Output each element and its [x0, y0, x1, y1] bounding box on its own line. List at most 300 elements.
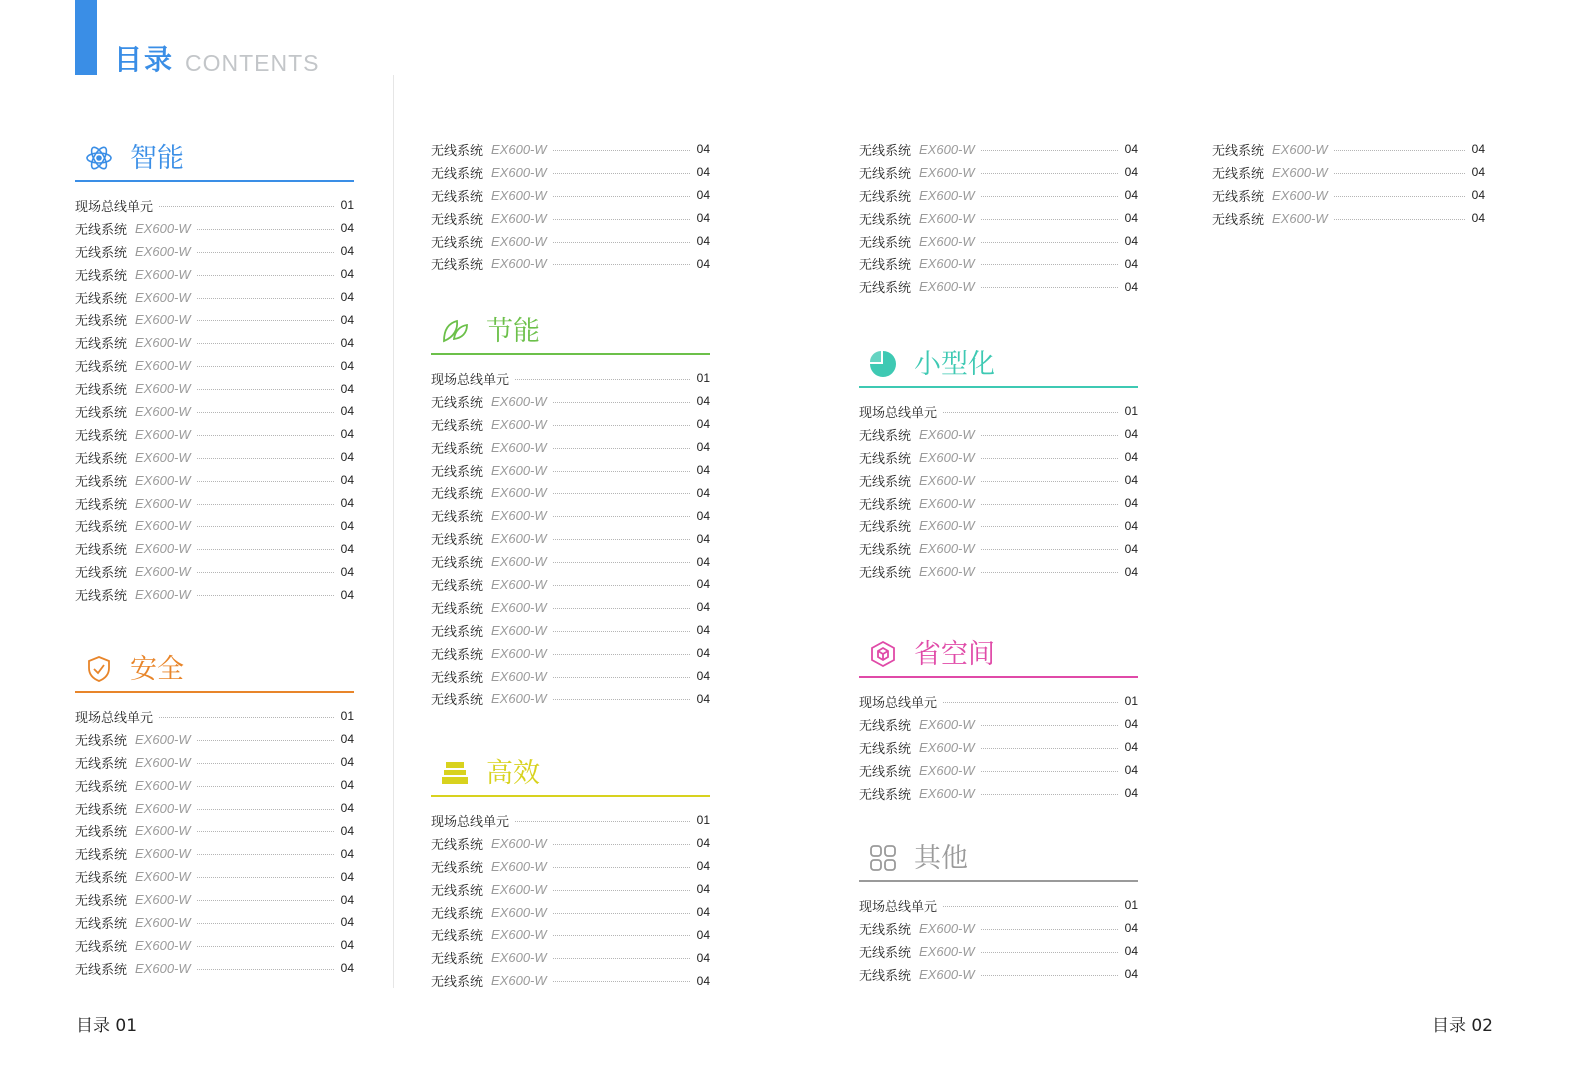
- dot-leader: [515, 379, 690, 380]
- toc-entry[interactable]: [859, 138, 1138, 161]
- entry-page-number: 01: [1124, 898, 1138, 913]
- entry-name: 无线系统: [431, 952, 484, 968]
- dot-leader: [197, 252, 334, 253]
- stack-icon: [441, 759, 469, 787]
- toc-entry[interactable]: [75, 446, 354, 469]
- toc-entry[interactable]: [75, 217, 354, 240]
- entry-name: 无线系统: [431, 441, 484, 457]
- entry-name: 无线系统: [431, 189, 484, 205]
- entry-page-number: 04: [696, 234, 710, 248]
- entry-name: 无线系统: [431, 143, 484, 159]
- entry-model: EX600-W: [135, 541, 191, 557]
- entry-page-number: 04: [696, 485, 710, 500]
- entry-page-number: 04: [1124, 450, 1138, 465]
- entry-page-number: 04: [340, 496, 354, 511]
- toc-entry[interactable]: [431, 504, 710, 527]
- toc-entry[interactable]: [75, 774, 354, 797]
- entry-page-number: 04: [1124, 142, 1138, 157]
- entry-model: EX600-W: [491, 904, 547, 920]
- toc-entry[interactable]: [75, 400, 354, 423]
- entry-page-number: 04: [1124, 211, 1138, 226]
- entry-page-number: 04: [1124, 518, 1138, 533]
- column-1: [75, 142, 354, 606]
- toc-entry[interactable]: [75, 194, 354, 217]
- entry-page-number: 04: [340, 961, 354, 976]
- toc-entry[interactable]: [431, 138, 710, 161]
- toc-entry[interactable]: [859, 184, 1138, 207]
- entry-name: 无线系统: [431, 601, 484, 617]
- toc-entry[interactable]: [431, 413, 710, 436]
- entry-page-number: 04: [1124, 427, 1138, 442]
- entry-name: 无线系统: [859, 741, 912, 757]
- dot-leader: [553, 242, 690, 243]
- entry-name: 无线系统: [859, 474, 912, 490]
- entry-list-anquan: [75, 705, 354, 980]
- dot-leader: [553, 631, 690, 632]
- dot-leader: [197, 389, 334, 390]
- column-2-top: [431, 138, 710, 275]
- entry-name: 无线系统: [859, 922, 912, 938]
- toc-entry[interactable]: [859, 514, 1138, 537]
- entry-name: 无线系统: [431, 418, 484, 434]
- toc-entry[interactable]: [75, 888, 354, 911]
- entry-page-number: 04: [696, 600, 710, 615]
- toc-entry[interactable]: [75, 308, 354, 331]
- toc-entry[interactable]: [859, 917, 1138, 940]
- dot-leader: [943, 702, 1118, 703]
- dot-leader: [1334, 150, 1465, 151]
- column-3-mid: [859, 348, 1138, 583]
- toc-entry[interactable]: [75, 240, 354, 263]
- toc-entry[interactable]: [1212, 161, 1485, 184]
- dot-leader: [197, 229, 334, 230]
- entry-name: 无线系统: [859, 212, 912, 228]
- dot-leader: [553, 913, 690, 914]
- entry-model: EX600-W: [491, 576, 547, 592]
- entry-page-number: 01: [696, 813, 710, 828]
- entry-page-number: 04: [696, 623, 710, 638]
- toc-entry[interactable]: [75, 728, 354, 751]
- toc-entry[interactable]: [431, 573, 710, 596]
- entry-list-gaoxiao: [431, 809, 710, 992]
- dot-leader: [553, 867, 690, 868]
- section-header-anquan: [75, 653, 354, 693]
- dot-leader: [981, 196, 1118, 197]
- entry-model: EX600-W: [919, 449, 975, 465]
- entry-model: EX600-W: [919, 716, 975, 732]
- entry-model: EX600-W: [491, 950, 547, 966]
- toc-entry[interactable]: [431, 390, 710, 413]
- entry-model: EX600-W: [491, 462, 547, 478]
- entry-model: EX600-W: [135, 243, 191, 259]
- dot-leader: [981, 173, 1118, 174]
- entry-model: EX600-W: [919, 495, 975, 511]
- entry-name: 无线系统: [859, 428, 912, 444]
- entry-name: 无线系统: [431, 212, 484, 228]
- dot-leader: [553, 585, 690, 586]
- toc-entry[interactable]: [859, 963, 1138, 986]
- entry-name: 现场总线单元: [859, 405, 938, 421]
- toc-entry[interactable]: [431, 161, 710, 184]
- entry-model: EX600-W: [135, 220, 191, 236]
- dot-leader: [197, 504, 334, 505]
- toc-entry[interactable]: [75, 865, 354, 888]
- entry-name: 无线系统: [859, 543, 912, 559]
- entry-page-number: 04: [1124, 763, 1138, 778]
- entry-name: 无线系统: [431, 464, 484, 480]
- entry-page-number: 04: [1124, 496, 1138, 510]
- entry-model: EX600-W: [919, 141, 975, 157]
- entry-page-number: 04: [1471, 142, 1485, 157]
- entry-name: 现场总线单元: [859, 695, 938, 711]
- toc-entry[interactable]: [431, 665, 710, 688]
- entry-page-number: 04: [1471, 211, 1485, 226]
- dot-leader: [553, 425, 690, 426]
- entry-model: EX600-W: [491, 508, 547, 524]
- entry-page-number: 04: [696, 142, 710, 157]
- entry-name: 无线系统: [431, 166, 484, 182]
- entry-name: 无线系统: [431, 487, 484, 503]
- dot-leader: [553, 150, 690, 151]
- dot-leader: [553, 699, 690, 700]
- entry-name: 无线系统: [431, 395, 484, 411]
- leaf-icon: [441, 317, 469, 345]
- page-title-en: CONTENTS: [185, 50, 320, 76]
- entry-model: EX600-W: [135, 495, 191, 511]
- entry-name: 无线系统: [75, 291, 128, 307]
- toc-entry[interactable]: [75, 469, 354, 492]
- toc-entry[interactable]: [431, 901, 710, 924]
- toc-entry[interactable]: [431, 619, 710, 642]
- entry-name: 无线系统: [431, 235, 484, 251]
- toc-entry[interactable]: [75, 934, 354, 957]
- dot-leader: [553, 448, 690, 449]
- toc-entry[interactable]: [75, 423, 354, 446]
- toc-entry[interactable]: [859, 736, 1138, 759]
- toc-entry[interactable]: [75, 797, 354, 820]
- toc-entry[interactable]: [75, 911, 354, 934]
- entry-name: 现场总线单元: [431, 372, 510, 388]
- dot-leader: [197, 481, 334, 482]
- entry-list-col3-top: [859, 138, 1138, 298]
- entry-name: 无线系统: [859, 945, 912, 961]
- toc-entry[interactable]: [75, 263, 354, 286]
- entry-name: 无线系统: [859, 166, 912, 182]
- entry-name: 无线系统: [75, 520, 128, 536]
- entry-name: 无线系统: [75, 871, 128, 887]
- toc-entry[interactable]: [1212, 207, 1485, 230]
- entry-model: EX600-W: [135, 426, 191, 442]
- toc-entry[interactable]: [431, 878, 710, 901]
- toc-entry[interactable]: [75, 492, 354, 515]
- entry-page-number: 04: [340, 755, 354, 770]
- dot-leader: [197, 877, 334, 878]
- entry-name: 无线系统: [431, 510, 484, 526]
- entry-model: EX600-W: [491, 927, 547, 943]
- dot-leader: [197, 275, 334, 276]
- toc-entry[interactable]: [75, 705, 354, 728]
- toc-entry[interactable]: [859, 690, 1138, 713]
- entry-name: 现场总线单元: [75, 199, 154, 215]
- toc-entry[interactable]: [75, 751, 354, 774]
- entry-name: 无线系统: [75, 360, 128, 376]
- dot-leader: [981, 748, 1118, 749]
- entry-name: 无线系统: [75, 848, 128, 864]
- entry-name: 无线系统: [431, 647, 484, 663]
- entry-name: 无线系统: [75, 428, 128, 444]
- toc-entry[interactable]: [859, 782, 1138, 805]
- toc-entry[interactable]: [75, 819, 354, 842]
- entry-list-qita: [859, 894, 1138, 986]
- entry-page-number: 04: [340, 335, 354, 350]
- toc-entry[interactable]: [431, 596, 710, 619]
- toc-entry[interactable]: [75, 354, 354, 377]
- section-title: 高效: [486, 758, 540, 789]
- dot-leader: [197, 595, 334, 596]
- entry-page-number: 04: [1124, 717, 1138, 732]
- toc-entry[interactable]: [431, 855, 710, 878]
- entry-model: EX600-W: [135, 869, 191, 885]
- entry-page-number: 04: [340, 892, 354, 907]
- entry-page-number: 04: [696, 950, 710, 965]
- toc-entry[interactable]: [75, 537, 354, 560]
- toc-entry[interactable]: [859, 161, 1138, 184]
- atom-icon: [85, 144, 113, 172]
- dot-leader: [197, 435, 334, 436]
- entry-model: EX600-W: [919, 210, 975, 226]
- entry-name: 无线系统: [859, 497, 912, 513]
- entry-page-number: 04: [696, 211, 710, 226]
- entry-page-number: 04: [340, 221, 354, 236]
- entry-model: EX600-W: [135, 266, 191, 282]
- toc-entry[interactable]: [75, 842, 354, 865]
- toc-entry[interactable]: [859, 759, 1138, 782]
- toc-entry[interactable]: [431, 527, 710, 550]
- entry-model: EX600-W: [919, 785, 975, 801]
- toc-entry[interactable]: [859, 894, 1138, 917]
- section-title: 节能: [486, 316, 540, 347]
- toc-entry[interactable]: [431, 923, 710, 946]
- toc-entry[interactable]: [859, 469, 1138, 492]
- entry-name: 无线系统: [75, 337, 128, 353]
- entry-name: 无线系统: [859, 566, 912, 582]
- dot-leader: [981, 219, 1118, 220]
- entry-model: EX600-W: [919, 920, 975, 936]
- entry-name: 无线系统: [75, 543, 128, 559]
- entry-page-number: 04: [340, 358, 354, 373]
- dot-leader: [1334, 219, 1465, 220]
- toc-entry[interactable]: [431, 969, 710, 992]
- entry-model: EX600-W: [135, 312, 191, 328]
- entry-name: 无线系统: [431, 624, 484, 640]
- entry-page-number: 04: [696, 188, 710, 203]
- toc-entry[interactable]: [431, 230, 710, 253]
- entry-model: EX600-W: [135, 800, 191, 816]
- toc-entry[interactable]: [431, 252, 710, 275]
- entry-page-number: 04: [1124, 967, 1138, 982]
- toc-entry[interactable]: [859, 446, 1138, 469]
- entry-name: 无线系统: [431, 693, 484, 709]
- entry-model: EX600-W: [1272, 187, 1328, 203]
- entry-model: EX600-W: [919, 256, 975, 272]
- entry-page-number: 04: [1124, 256, 1138, 271]
- entry-page-number: 04: [340, 938, 354, 953]
- toc-entry[interactable]: [859, 230, 1138, 253]
- toc-entry[interactable]: [431, 687, 710, 710]
- entry-model: EX600-W: [491, 233, 547, 249]
- toc-entry[interactable]: [75, 331, 354, 354]
- entry-name: 无线系统: [75, 314, 128, 330]
- toc-entry[interactable]: [859, 275, 1138, 298]
- entry-page-number: 01: [340, 709, 354, 724]
- toc-entry[interactable]: [431, 550, 710, 573]
- entry-page-number: 04: [696, 905, 710, 919]
- dot-leader: [197, 900, 334, 901]
- entry-name: 无线系统: [75, 245, 128, 261]
- entry-list-jieneng: [431, 367, 710, 710]
- toc-entry[interactable]: [859, 252, 1138, 275]
- entry-name: 无线系统: [75, 474, 128, 490]
- entry-page-number: 04: [696, 463, 710, 477]
- dot-leader: [553, 981, 690, 982]
- toc-entry[interactable]: [431, 809, 710, 832]
- entry-page-number: 01: [696, 371, 710, 386]
- dot-leader: [981, 794, 1118, 795]
- entry-page-number: 04: [696, 927, 710, 942]
- entry-page-number: 04: [696, 440, 710, 455]
- entry-name: 无线系统: [859, 520, 912, 536]
- toc-entry[interactable]: [1212, 184, 1485, 207]
- toc-entry[interactable]: [859, 423, 1138, 446]
- toc-entry[interactable]: [75, 377, 354, 400]
- dot-leader: [553, 890, 690, 891]
- entry-model: EX600-W: [491, 835, 547, 851]
- dot-leader: [1334, 173, 1465, 174]
- dot-leader: [981, 242, 1118, 243]
- entry-model: EX600-W: [135, 892, 191, 908]
- dot-leader: [197, 320, 334, 321]
- dot-leader: [981, 771, 1118, 772]
- entry-list-col4-top: [1212, 138, 1485, 230]
- entry-model: EX600-W: [919, 472, 975, 488]
- entry-page-number: 04: [1124, 541, 1138, 556]
- dot-leader: [981, 264, 1118, 265]
- section-title: 安全: [130, 654, 184, 685]
- toc-entry[interactable]: [859, 492, 1138, 515]
- entry-name: 无线系统: [859, 718, 912, 734]
- toc-entry[interactable]: [859, 207, 1138, 230]
- entry-name: 无线系统: [431, 578, 484, 594]
- section-title: 省空间: [914, 639, 995, 670]
- entry-name: 无线系统: [75, 268, 128, 284]
- entry-model: EX600-W: [135, 914, 191, 930]
- toc-entry[interactable]: [859, 560, 1138, 583]
- dot-leader: [515, 821, 690, 822]
- toc-entry[interactable]: [859, 940, 1138, 963]
- dot-leader: [981, 504, 1118, 505]
- entry-name: 无线系统: [431, 837, 484, 853]
- entry-page-number: 04: [340, 312, 354, 327]
- dot-leader: [553, 654, 690, 655]
- entry-name: 无线系统: [75, 756, 128, 772]
- toc-entry[interactable]: [75, 560, 354, 583]
- entry-model: EX600-W: [135, 960, 191, 976]
- entry-name: 无线系统: [75, 825, 128, 841]
- entry-name: 无线系统: [859, 189, 912, 205]
- toc-entry[interactable]: [431, 832, 710, 855]
- dot-leader: [981, 952, 1118, 953]
- toc-entry[interactable]: [431, 436, 710, 459]
- entry-model: EX600-W: [919, 762, 975, 778]
- entry-page-number: 04: [696, 859, 710, 874]
- entry-name: 无线系统: [431, 883, 484, 899]
- toc-entry[interactable]: [859, 713, 1138, 736]
- footer-right: 目录 02: [1431, 1016, 1493, 1036]
- toc-entry[interactable]: [75, 583, 354, 606]
- cube-icon: [869, 640, 897, 668]
- toc-entry[interactable]: [75, 514, 354, 537]
- entry-model: EX600-W: [491, 256, 547, 272]
- entry-page-number: 04: [696, 394, 710, 409]
- toc-entry[interactable]: [431, 184, 710, 207]
- toc-entry[interactable]: [431, 946, 710, 969]
- toc-entry[interactable]: [859, 400, 1138, 423]
- entry-model: EX600-W: [919, 279, 975, 295]
- dot-leader: [981, 725, 1118, 726]
- toc-entry[interactable]: [75, 957, 354, 980]
- entry-name: 现场总线单元: [431, 814, 510, 830]
- entry-name: 无线系统: [431, 556, 484, 572]
- entry-name: 无线系统: [75, 962, 128, 978]
- dot-leader: [553, 173, 690, 174]
- dot-leader: [197, 831, 334, 832]
- toc-entry[interactable]: [431, 459, 710, 482]
- entry-name: 无线系统: [431, 533, 484, 549]
- entry-page-number: 04: [340, 564, 354, 579]
- entry-page-number: 04: [1124, 564, 1138, 579]
- dot-leader: [981, 150, 1118, 151]
- entry-name: 无线系统: [75, 497, 128, 513]
- entry-model: EX600-W: [919, 564, 975, 580]
- entry-page-number: 04: [696, 165, 710, 180]
- dot-leader: [981, 526, 1118, 527]
- toc-entry[interactable]: [431, 642, 710, 665]
- entry-page-number: 04: [696, 669, 710, 684]
- entry-name: 无线系统: [1212, 189, 1265, 205]
- dot-leader: [197, 572, 334, 573]
- toc-entry[interactable]: [431, 207, 710, 230]
- toc-entry[interactable]: [75, 286, 354, 309]
- entry-page-number: 04: [1124, 786, 1138, 800]
- column-4-top: [1212, 138, 1485, 230]
- toc-entry[interactable]: [859, 537, 1138, 560]
- column-2-lower: [431, 757, 710, 992]
- toc-entry[interactable]: [431, 481, 710, 504]
- dot-leader: [553, 471, 690, 472]
- toc-entry[interactable]: [1212, 138, 1485, 161]
- dot-leader: [197, 854, 334, 855]
- toc-entry[interactable]: [431, 367, 710, 390]
- pie-chart-icon: [869, 350, 897, 378]
- entry-page-number: 04: [340, 915, 354, 930]
- dot-leader: [197, 526, 334, 527]
- entry-model: EX600-W: [135, 754, 191, 770]
- entry-name: 无线系统: [75, 451, 128, 467]
- entry-name: 无线系统: [75, 733, 128, 749]
- entry-model: EX600-W: [919, 233, 975, 249]
- entry-page-number: 04: [696, 531, 710, 546]
- entry-name: 无线系统: [859, 258, 912, 274]
